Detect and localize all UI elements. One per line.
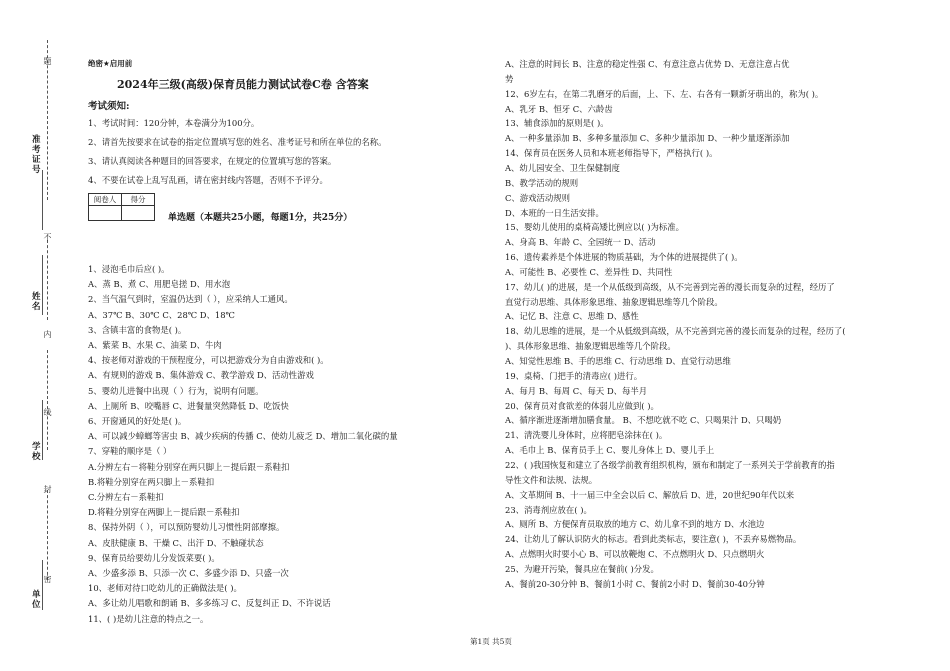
question-line: 直觉行动思维、具体形象思维、抽象逻辑思维等几个阶段。 xyxy=(505,296,723,307)
question-line: 4、按老师对游戏的干预程度分，可以把游戏分为自由游戏和( )。 xyxy=(88,355,329,366)
secret-mark: 绝密★启用前 xyxy=(88,59,133,68)
notice-item: 2、请首先按要求在试卷的指定位置填写您的姓名、准考证号和所在单位的名称。 xyxy=(88,137,387,147)
question-line: A、知觉性思维 B、手的思维 C、行动思维 D、直觉行动思维 xyxy=(505,356,731,366)
binding-margin xyxy=(0,0,80,671)
question-line: A、多让幼儿唱歌和朗诵 B、多多练习 C、反复纠正 D、不许说话 xyxy=(88,598,331,609)
exam-number-field[interactable] xyxy=(42,170,43,230)
question-line: A、毛巾上 B、保育员手上 C、婴儿身体上 D、婴儿手上 xyxy=(505,445,715,456)
question-line: 2、当气温气到时，室温仍达到（ ），应采纳人工通风。 xyxy=(88,294,293,305)
question-line: A、记忆 B、注意 C、思维 D、感性 xyxy=(505,311,639,322)
question-line: 18、幼儿思维的进展，是一个从低级到高级，从不完善到完善的漫长而复杂的过程，经历了( xyxy=(505,326,846,337)
label-name: 姓名 xyxy=(32,292,41,312)
question-line: 20、保育员对食欲差的体弱儿应做到( )。 xyxy=(505,400,659,411)
question-line: 10、老师对待口吃幼儿的正确做法是( )。 xyxy=(88,583,242,594)
fold-text: 题 xyxy=(43,57,52,66)
notice-item: 1、考试时间：120分钟，本卷满分为100分。 xyxy=(88,118,260,128)
question-line: D.将鞋分别穿在两脚上－提后跟－系鞋扣 xyxy=(88,507,240,518)
notice-item: 4、不要在试卷上乱写乱画，请在密封线内答题，否则不予评分。 xyxy=(88,175,328,185)
reviewer-cell[interactable] xyxy=(89,206,122,221)
score-table xyxy=(88,193,155,221)
question-line: 7、穿鞋的顺序是（ ） xyxy=(88,446,172,457)
question-line: A、文革期间 B、十一届三中全会以后 C、解放后 D、进，20世纪90年代以来 xyxy=(505,489,795,500)
score-label: 得分 xyxy=(122,194,155,206)
question-line: A、注意的时间长 B、注意的稳定性强 C、有意注意占优势 D、无意注意占优 xyxy=(505,59,790,69)
question-line: )、具体形象思维、抽象逻辑思维等几个阶段。 xyxy=(505,341,676,352)
question-line: A、蒸 B、煮 C、用肥皂搓 D、用水泡 xyxy=(88,279,231,290)
fold-line xyxy=(47,490,48,580)
question-line: A、有规则的游戏 B、集体游戏 C、教学游戏 D、活动性游戏 xyxy=(88,370,314,381)
question-line: 3、含镇丰富的食物是( )。 xyxy=(88,324,187,335)
page-number: 第1页 共5页 xyxy=(470,637,512,646)
school-field[interactable] xyxy=(42,400,43,460)
label-exam-number: 准考证号 xyxy=(32,135,41,175)
fold-text: 不 xyxy=(43,233,52,242)
question-line: 19、桌椅、门把手的清毒应( )进行。 xyxy=(505,370,643,381)
question-line: 22、( )我国恢复和建立了各级学前教育组织机构，颁布和制定了一系列关于学前教育的指 xyxy=(505,459,835,470)
question-line: 5、婴幼儿进餐中出现（ ）行为，说明有问题。 xyxy=(88,385,264,396)
question-line: 8、保持外阴（ ），可以预防婴幼儿习惯性阴部摩擦。 xyxy=(88,522,285,533)
score-cell[interactable] xyxy=(122,206,155,221)
question-line: A、点燃明火时要小心 B、可以放鞭炮 C、不点燃明火 D、只点燃明火 xyxy=(505,549,765,560)
question-line: B.将鞋分别穿在两只脚上－系鞋扣 xyxy=(88,476,215,487)
question-line: A、皮肤健康 B、干燥 C、出汗 D、不触碰状态 xyxy=(88,537,264,548)
question-line: A、循序渐进逐渐增加膳食量。 B、不想吃就不吃 C、只喝果汁 D、只喝奶 xyxy=(505,415,782,426)
reviewer-label: 阅卷人 xyxy=(89,194,122,206)
fold-text: 密 xyxy=(43,575,52,584)
question-line: B、教学活动的规则 xyxy=(505,177,579,188)
question-line: 14、保育员在医务人员和本班老师指导下，严格执行( )。 xyxy=(505,148,718,159)
question-line: 1、浸泡毛巾后应( )。 xyxy=(88,264,170,274)
question-line: C.分辨左右－系鞋扣 xyxy=(88,492,164,502)
question-line: 6、开窗通风的好处是( )。 xyxy=(88,416,187,426)
question-line: 15、婴幼儿使用的桌椅高矮比例应以( )为标准。 xyxy=(505,222,684,233)
label-unit: 单位 xyxy=(32,590,41,610)
question-line: C、游戏活动规则 xyxy=(505,192,571,203)
question-line: A、身高 B、年龄 C、全园统一 D、活动 xyxy=(505,237,656,248)
name-field[interactable] xyxy=(42,255,43,315)
question-line: 24、让幼儿了解认识防火的标志。看到此类标志，要注意( )，不丢弃易燃物品。 xyxy=(505,534,802,545)
page-title: 2024年三级(高级)保育员能力测试试卷C卷 含答案 xyxy=(117,78,369,91)
fold-text: 封 xyxy=(43,485,52,494)
question-line: 17、幼儿( )的进展，是一个从低级到高级，从不完善到完善的漫长而复杂的过程，经历了 xyxy=(505,281,835,292)
question-line: 导性文件和法规、法规。 xyxy=(505,474,598,485)
label-school: 学校 xyxy=(32,442,41,462)
question-line: A、上厕所 B、咬嘴唇 C、进餐量突然降低 D、吃饭快 xyxy=(88,400,289,411)
fold-line xyxy=(47,240,48,320)
question-line: A、可能性 B、必要性 C、差异性 D、共同性 xyxy=(505,266,673,277)
question-line: 25、为避开污染，餐具应在餐前( )分发。 xyxy=(505,563,659,574)
question-line: 23、消毒剂应放在( )。 xyxy=(505,504,592,515)
question-line: A、每月 B、每周 C、每天 D、每半月 xyxy=(505,385,648,396)
question-line: 21、清洗婴儿身体时，应将肥皂涂抹在( )。 xyxy=(505,430,668,441)
question-line: A、少盛多添 B、只添一次 C、多盛少添 D、只盛一次 xyxy=(88,568,289,578)
question-line: D、本班的一日生活安排。 xyxy=(505,207,604,218)
question-line: 11、( )是幼儿注意的特点之一。 xyxy=(88,613,209,624)
unit-field[interactable] xyxy=(42,560,43,610)
question-line: A、37℃ B、30℃ C、28℃ D、18℃ xyxy=(88,309,235,320)
question-line: 16、遗传素养是个体进展的物质基础，为个体的进展提供了( )。 xyxy=(505,252,743,263)
notice-item: 3、请认真阅读各种题目的回答要求，在规定的位置填写您的答案。 xyxy=(88,156,337,166)
fold-text: 线 xyxy=(43,408,52,417)
question-line: 13、辅食添加的原则是( )。 xyxy=(505,118,609,129)
question-line: 12、6岁左右，在第二乳磨牙的后面，上、下、左、右各有一颗新牙萌出的，称为( )。 xyxy=(505,88,824,99)
question-line: 9、保育员给要幼儿分发饭菜要( )。 xyxy=(88,552,220,563)
question-line: A、餐前20-30分钟 B、餐前1小时 C、餐前2小时 D、餐前30-40分钟 xyxy=(505,578,765,589)
fold-line xyxy=(47,350,48,450)
question-line: A、厕所 B、方便保育员取放的地方 C、幼儿拿不到的地方 D、水池边 xyxy=(505,519,765,530)
question-line: A、乳牙 B、恒牙 C、六龄齿 xyxy=(505,103,613,114)
question-line: A、可以减少蟑螂等害虫 B、减少疾病的传播 C、使幼儿疲乏 D、增加二氧化碳的量 xyxy=(88,431,398,442)
question-line: A、幼儿园安全、卫生保健制度 xyxy=(505,162,620,173)
question-line: A、一种多量添加 B、多种多量添加 C、多种少量添加 D、一种少量逐渐添加 xyxy=(505,133,790,144)
question-line: A.分辨左右－将鞋分别穿在两只脚上－提后跟－系鞋扣 xyxy=(88,461,290,472)
question-line: 势 xyxy=(505,73,514,84)
section-title: 单选题（本题共25小题，每题1分，共25分） xyxy=(168,213,353,223)
notice-heading: 考试须知: xyxy=(88,101,130,112)
question-line: A、紫菜 B、水果 C、油菜 D、牛肉 xyxy=(88,340,222,350)
fold-text: 内 xyxy=(43,330,52,339)
